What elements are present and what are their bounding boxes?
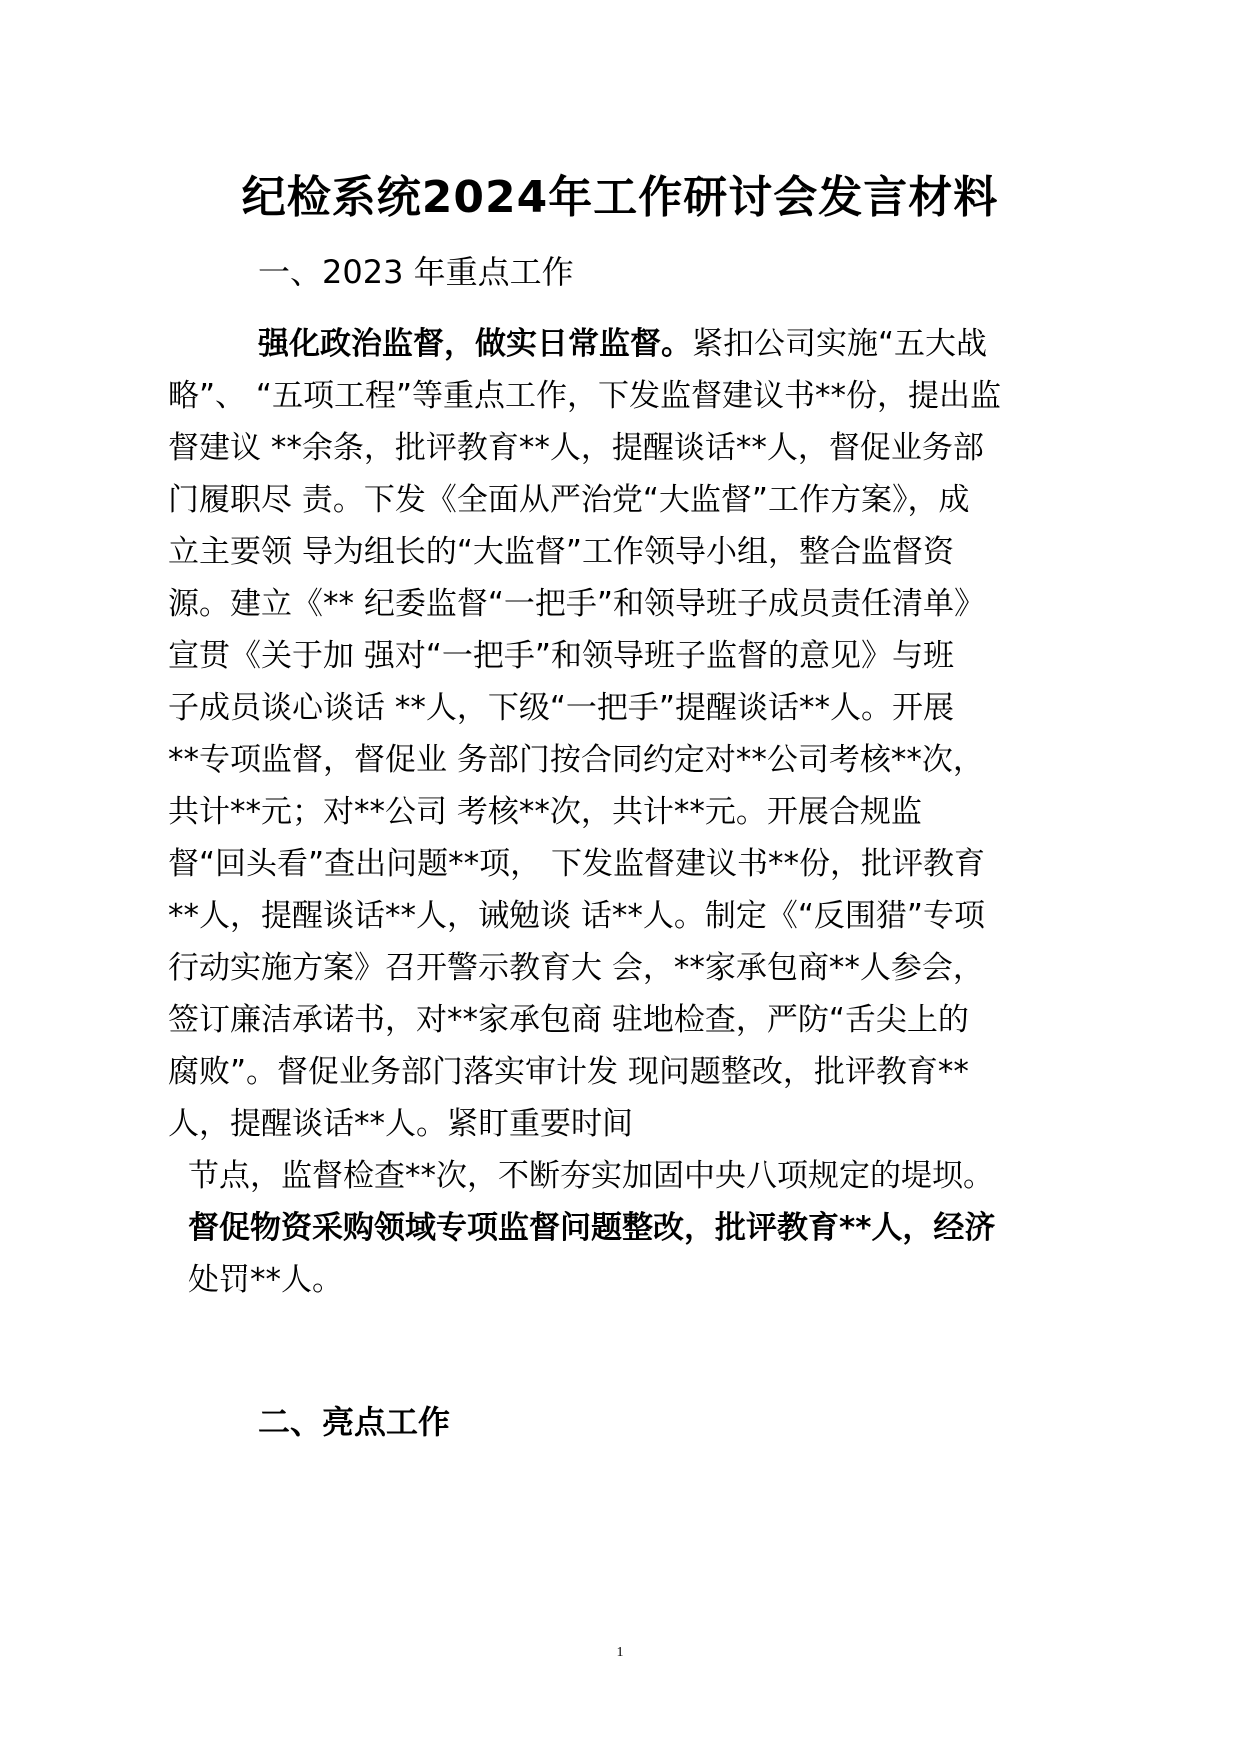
paragraph-line: 行动实施方案》召开警示教育大 会，**家承包商**人参会， [168, 950, 984, 986]
paragraph-line [168, 318, 1088, 370]
paragraph-line: 共计**元；对**公司 考核**次，共计**元。开展合规监 [168, 794, 922, 830]
paragraph-line: 处罚**人。 [188, 1262, 343, 1298]
paragraph-line-text: 紧扣公司实施“五大战 [692, 326, 988, 362]
paragraph-line: 督“回头看”查出问题**项， 下发监督建议书**份，批评教育 [168, 846, 985, 882]
document-title: 纪检系统2024年工作研讨会发言材料 [241, 172, 999, 223]
section-heading-1: 一、2023 年重点工作 [258, 253, 574, 291]
paragraph-line: 签订廉洁承诺书，对**家承包商 驻地检查，严防“舌尖上的 [168, 1002, 969, 1038]
paragraph-lead: 强化政治监督，做实日常监督。 [258, 326, 692, 362]
paragraph-line: **人，提醒谈话**人，诫勉谈 话**人。制定《“反围猎”专项 [168, 898, 985, 934]
paragraph-line: 源。建立《** 纪委监督“一把手”和领导班子成员责任清单》 [168, 586, 985, 622]
paragraph-line: 门履职尽 责。下发《全面从严治党“大监督”工作方案》，成 [168, 482, 970, 518]
paragraph-line: 督建议 **余条，批评教育**人，提醒谈话**人，督促业务部 [168, 430, 984, 466]
paragraph-line: 人，提醒谈话**人。紧盯重要时间 [168, 1106, 633, 1142]
paragraph-line: 节点，监督检查**次，不断夯实加固中央八项规定的堤坝。 [188, 1158, 994, 1194]
paragraph-line: 腐败”。督促业务部门落实审计发 现问题整改，批评教育** [168, 1054, 969, 1090]
paragraph-line: 立主要领 导为组长的“大监督”工作领导小组，整合监督资 [168, 534, 954, 570]
paragraph-line: **专项监督，督促业 务部门按合同约定对**公司考核**次， [168, 742, 984, 778]
paragraph-key-work [168, 318, 1088, 1306]
paragraph-line: 略”、 “五项工程”等重点工作，下发监督建议书**份，提出监 [168, 378, 1002, 414]
paragraph-line: 子成员谈心谈话 **人，下级“一把手”提醒谈话**人。开展 [168, 690, 954, 726]
section-heading-2: 二、亮点工作 [258, 1403, 451, 1441]
page-number: 1 [616, 1645, 624, 1660]
paragraph-line-bold: 督促物资采购领域专项监督问题整改，批评教育**人，经济 [188, 1210, 996, 1246]
paragraph-line: 宣贯《关于加 强对“一把手”和领导班子监督的意见》与班 [168, 638, 954, 674]
